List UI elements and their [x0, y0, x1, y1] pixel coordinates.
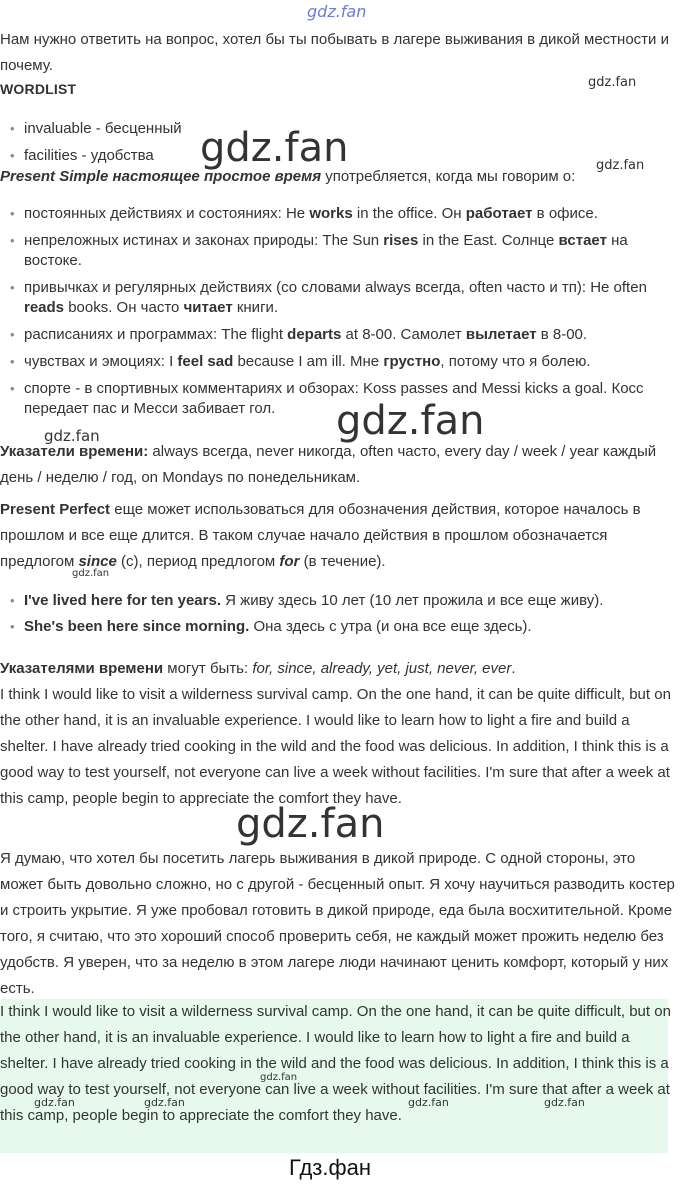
watermark-large: gdz.fan: [200, 125, 349, 171]
watermark: gdz.fan: [144, 1096, 185, 1109]
watermark: gdz.fan: [34, 1096, 75, 1109]
watermark: gdz.fan: [44, 427, 100, 445]
task-question: Нам нужно ответить на вопрос, хотел бы ты побывать в лагере выживания в дикой местности и почему.: [0, 31, 669, 74]
usage-item: • непреложных истинах и законах природы: The Sun rises in the East. Солнце встает на востоке.: [0, 231, 678, 271]
usage-item: • расписаниях и программах: The flight departs at 8-00. Самолет вылетает в 8-00.: [0, 325, 678, 345]
usage-item: • привычках и регулярных действиях (со словами always всегда, often часто и тп): He often reads books. Он часто читает книги.: [0, 278, 678, 318]
present-simple-uses: [0, 204, 678, 426]
watermark: gdz.fan: [588, 75, 637, 90]
answer-english-highlighted: I think I would like to visit a wilderness survival camp. On the one hand, it can be quite difficult, but on the other hand, it is an invaluable experience. I would like to learn how to light a fire and build a shelter. I have already tried cooking in the wild and the food was delicious. In addition, I think this is a good way to test yourself, not everyone can live a week without facilities. I'm sure that after a week at this camp, people begin to appreciate the comfort they have.: [0, 1003, 671, 1124]
present-perfect-markers: Указателями времени могут быть: for, since, already, yet, just, never, ever.: [0, 660, 516, 677]
example-item: • She's been here since morning. Она здесь с утра (и она все еще здесь).: [0, 617, 678, 637]
example-item: • I've lived here for ten years. Я живу здесь 10 лет (10 лет прожила и все еще живу).: [0, 591, 678, 611]
watermark: gdz.fan: [544, 1096, 585, 1109]
footer-watermark: Гдз.фан: [289, 1155, 371, 1180]
answer-english: I think I would like to visit a wilderness survival camp. On the one hand, it can be quite difficult, but on the other hand, it is an invaluable experience. I would like to learn how to light a fire and build a shelter. I have already tried cooking in the wild and the food was delicious. In addition, I think this is a good way to test yourself, not everyone can live a week without facilities. I'm sure that after a week at this camp, people begin to appreciate the comfort they have.: [0, 686, 671, 807]
usage-item: • постоянных действиях и состояниях: He works in the office. Он работает в офисе.: [0, 204, 678, 224]
present-simple-intro: Present Simple настоящее простое время употребляется, когда мы говорим о:: [0, 168, 576, 185]
watermark: gdz.fan: [408, 1096, 449, 1109]
wordlist-item: • invaluable - бесценный: [0, 119, 678, 139]
watermark: gdz.fan: [596, 158, 645, 173]
wordlist-title: WORDLIST: [0, 81, 77, 97]
time-markers: Указатели времени: always всегда, never никогда, often часто, every day / week / year каждый день / неделю / год, on Mondays по понедельникам.: [0, 443, 657, 486]
watermark: gdz.fan: [72, 568, 110, 579]
wordlist-item: • facilities - удобства: [0, 146, 678, 166]
watermark-large: gdz.fan: [336, 398, 485, 444]
present-perfect-examples: [0, 591, 678, 643]
site-header-mark: gdz.fan: [307, 2, 367, 21]
usage-item: • спорте - в спортивных комментариях и обзорах: Koss passes and Messi kicks a goal. Косс передает пас и Месси забивает гол.: [0, 379, 678, 419]
watermark: gdz.fan: [260, 1072, 298, 1083]
watermark-large: gdz.fan: [236, 801, 385, 847]
present-perfect-explanation: Present Perfect еще может использоваться для обозначения действия, которое началось в прошлом и все еще длится. В таком случае начало действия в прошлом обозначается предлогом since (с), период предлогом for (в течение).: [0, 501, 641, 570]
usage-item: • чувствах и эмоциях: I feel sad because I am ill. Мне грустно, потому что я болею.: [0, 352, 678, 372]
answer-russian: Я думаю, что хотел бы посетить лагерь выживания в дикой природе. С одной стороны, это может быть довольно сложно, но с другой - бесценный опыт. Я хочу научиться разводить костер и строить укрытие. Я уже пробовал готовить в дикой природе, еда была восхитительной. Кроме того, я считаю, что это хороший способ проверить себя, не каждый может прожить неделю без удобств. Я уверен, что за неделю в этом лагере люди начинают ценить комфорт, который у них есть.: [0, 850, 675, 997]
